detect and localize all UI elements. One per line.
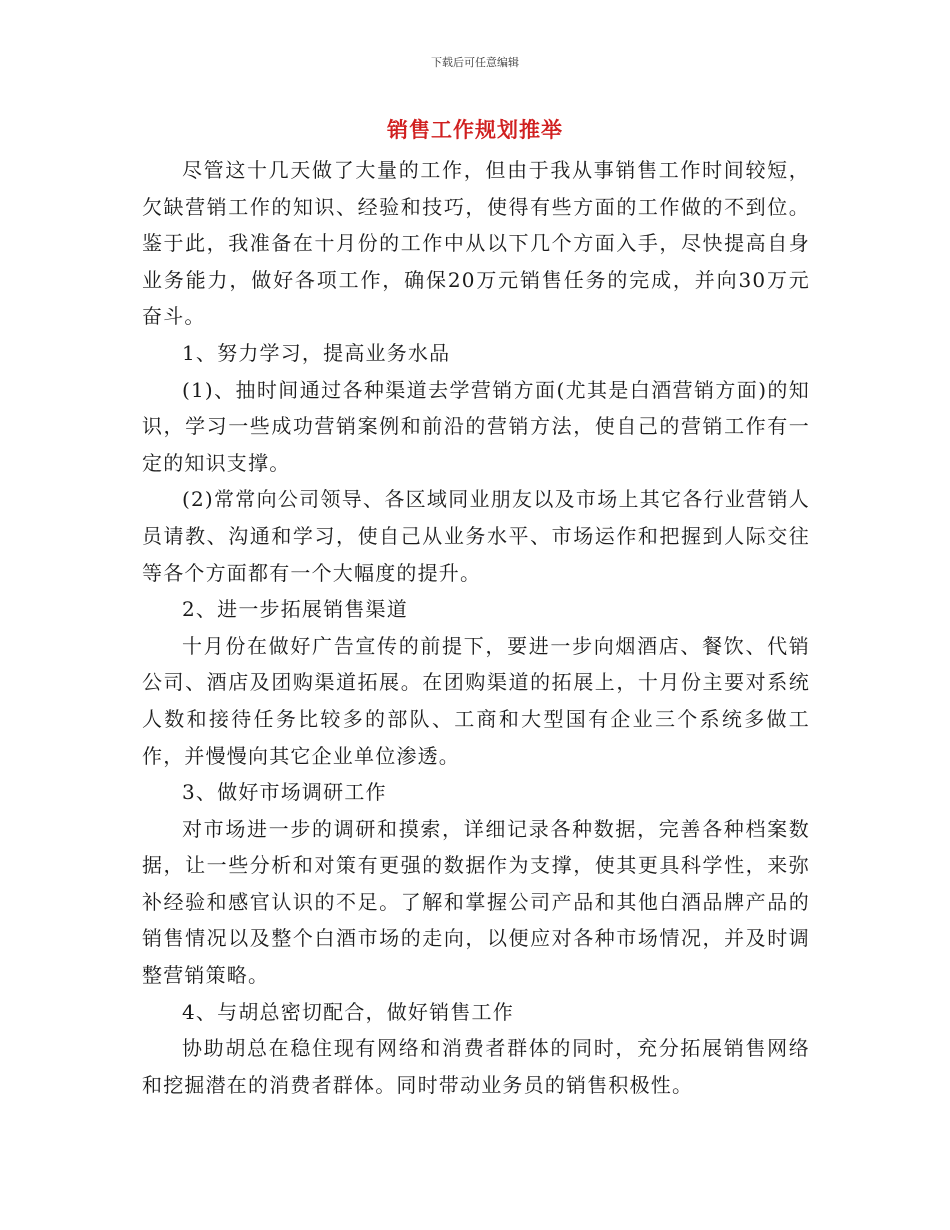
paragraph-1-1: (1)、抽时间通过各种渠道去学营销方面(尤其是白酒营销方面)的知识，学习一些成功营销案例和前沿的营销方法，使自己的营销工作有一定的知识支撑。 (142, 377, 810, 475)
section-heading-1: 1、努力学习，提高业务水品 (182, 340, 451, 365)
paragraph-1-2: (2)常常向公司领导、各区域同业朋友以及市场上其它各行业营销人员请教、沟通和学习，使自己从业务水平、市场运作和把握到人际交往等各个方面都有一个大幅度的提升。 (142, 487, 810, 585)
paragraph-2: 十月份在做好广告宣传的前提下，要进一步向烟酒店、餐饮、代销公司、酒店及团购渠道拓展。在团购渠道的拓展上，十月份主要对系统人数和接待任务比较多的部队、工商和大型国有企业三个系统多做工作，并慢慢向其它企业单位渗透。 (142, 633, 810, 768)
document-body (142, 152, 810, 1103)
header-note: 下载后可任意编辑 (431, 56, 519, 69)
paragraph-3: 对市场进一步的调研和摸索，详细记录各种数据，完善各种档案数据，让一些分析和对策有更强的数据作为支撑，使其更具科学性，来弥补经验和感官认识的不足。了解和掌握公司产品和其他白酒品牌产品的销售情况以及整个白酒市场的走向，以便应对各种市场情况，并及时调整营销策略。 (142, 816, 810, 988)
document-title: 销售工作规划推举 (387, 118, 563, 142)
section-heading-2: 2、进一步拓展销售渠道 (182, 597, 408, 622)
paragraph-4: 协助胡总在稳住现有网络和消费者群体的同时，充分拓展销售网络和挖掘潜在的消费者群体。同时带动业务员的销售积极性。 (142, 1036, 810, 1097)
section-heading-3: 3、做好市场调研工作 (182, 780, 387, 805)
section-heading-4: 4、与胡总密切配合，做好销售工作 (182, 999, 514, 1024)
paragraph-intro: 尽管这十几天做了大量的工作，但由于我从事销售工作时间较短，欠缺营销工作的知识、经验和技巧，使得有些方面的工作做的不到位。鉴于此，我准备在十月份的工作中从以下几个方面入手，尽快提高自身业务能力，做好各项工作，确保20万元销售任务的完成，并向30万元奋斗。 (142, 158, 810, 329)
